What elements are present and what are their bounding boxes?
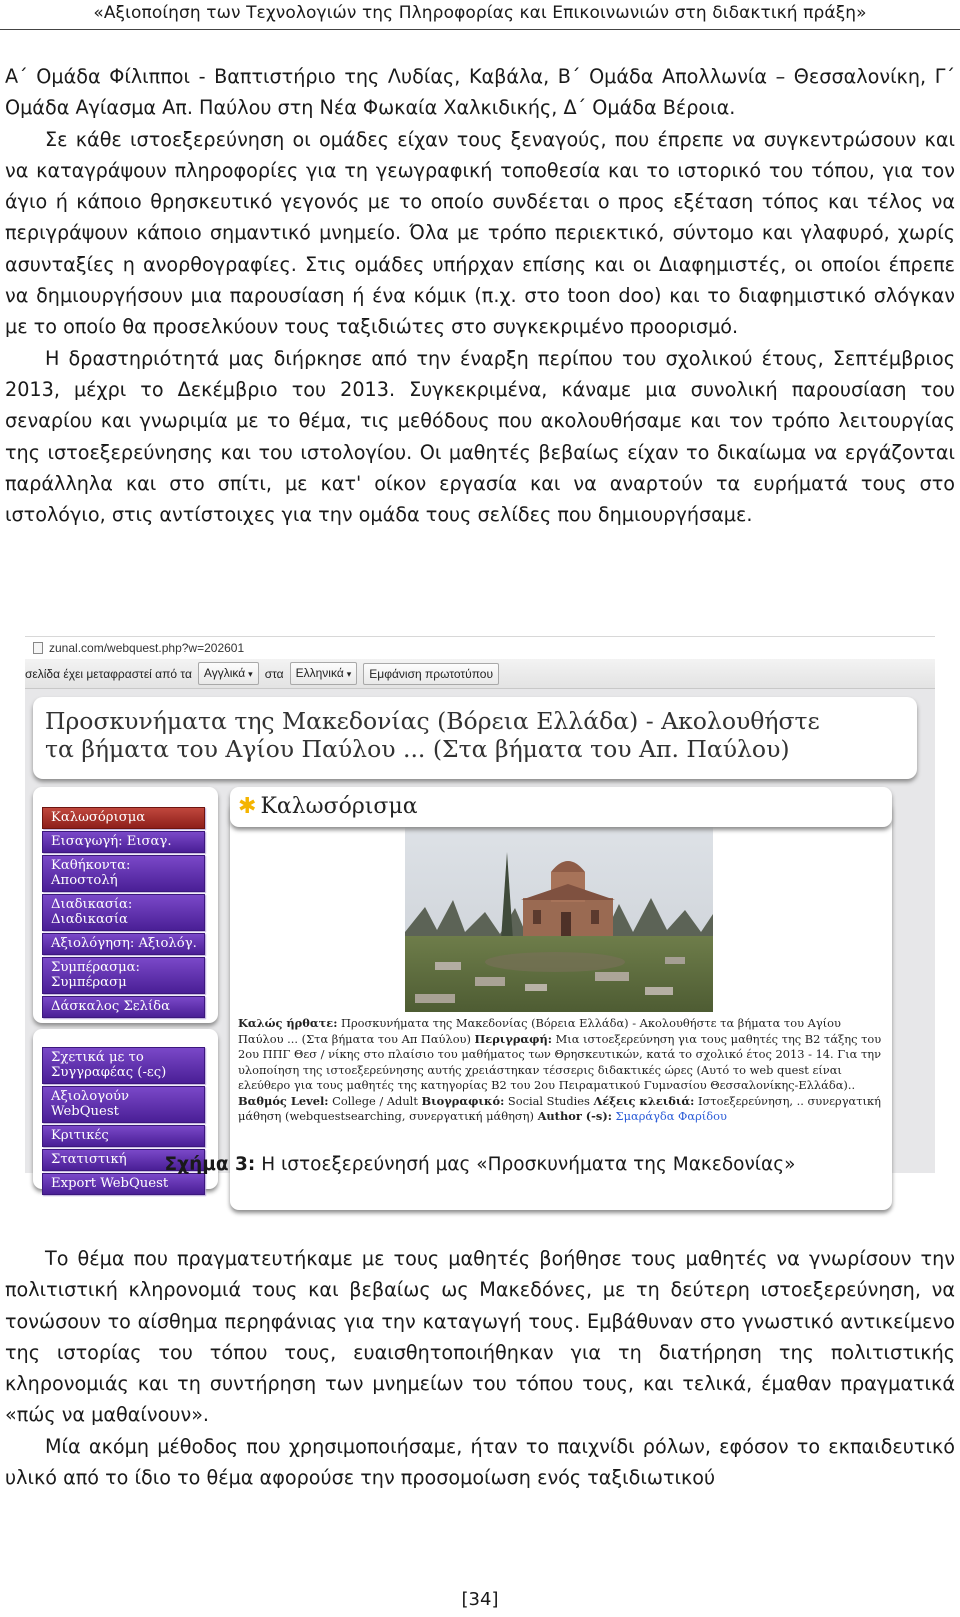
site-header [33, 697, 917, 779]
welcome-text: Προσκυνήματα της Μακεδονίας (Βόρεια Ελλάδα) - Ακολουθήστε τα βήματα του Αγίου Παύλου ... (Στα βήματα του Απ Παύλου) [238, 1016, 841, 1046]
url-text: zunal.com/webquest.php?w=202601 [49, 641, 245, 655]
sidebar-item-task[interactable]: Καθήκοντα: Αποστολή [42, 855, 205, 892]
paragraph: Η δραστηριότητά μας διήρκησε από την έναρξη περίπου του σχολικού έτους, Σεπτέμβριος 2013, μέχρι το Δεκέμβριο του 2013. Συγκεκριμένα, κάναμε μια συνολική παρουσίαση του σεναρίου και γνωριμία με το θέμα, τις μεθόδους που ακολουθήσαμε και τον τρόπο λειτουργίας της ιστοεξερεύνησης και του ιστολογίου. Οι μαθητές βεβαίως είχαν το δικαίωμα να εργάζονται παράλληλα και στο σπίτι, με κατ' οίκον εργασία και να αναρτούν τα ευρήματά τους στο ιστολόγιο, στις αντίστοιχες για την ομάδα τους σελίδες που δημιουργήσαμε. [5, 346, 955, 527]
content-panel [230, 800, 892, 1210]
body-text-top [5, 61, 955, 530]
body-text-bottom [5, 1243, 955, 1493]
paragraph: Α΄ Ομάδα Φίλιπποι - Βαπτιστήριο της Λυδίας, Καβάλα, Β΄ Ομάδα Απολλωνία – Θεσσαλονίκη, Γ΄ Ομάδα Αγίασμα Απ. Παύλου στη Νέα Φωκαία Χαλκιδικής, Δ΄ Ομάδα Βέροια. [5, 65, 955, 120]
sidebar-item-welcome[interactable]: Καλωσόρισμα [42, 807, 205, 829]
star-icon: ✱ [238, 794, 257, 819]
section-title-text: Καλωσόρισμα [260, 794, 418, 819]
church-photo [405, 812, 713, 1012]
keywords-text: Ιστοεξερεύνηση, .. συνεργατική μάθηση (webquestsearching, συνεργατική μάθηση) [238, 1093, 881, 1123]
sidebar-item-statistics[interactable]: Στατιστική [42, 1149, 205, 1171]
from-language-select[interactable] [198, 662, 259, 685]
keywords-label: Λέξεις κλειδιά: [593, 1093, 695, 1108]
description-text: Μια ιστοεξερεύνηση για τους μαθητές της Β2 τάξης του 2ου ΠΠΓ Θεσ / νίκης στο πλαίσιο του μαθήματος των Θρησκευτικών, κατά το σχολικό έτος 2013 - 14. Για την υλοποίηση της ιστοεξερεύνησης αυτής χρειάστηκαν τέσσερις διδακτικές ώρες (Αυτό το web quest είναι ελεύθερο για τους μαθητές της κατηγορίας Β2 του 2ου Πειραματικού Γυμνασίου Θεσσαλονίκης-Ελλάδα).. [238, 1031, 882, 1092]
figure-caption [0, 1153, 960, 1177]
sidebar-menu-main [33, 787, 218, 1023]
chevron-down-icon: ▾ [248, 669, 253, 679]
chevron-down-icon: ▾ [346, 669, 352, 679]
site-title-line: Προσκυνήματα της Μακεδονίας (Βόρεια Ελλάδα) - Ακολουθήστε [45, 707, 820, 735]
show-original-button[interactable]: Εμφάνιση πρωτοτύπου [363, 663, 499, 685]
grade-label: Βαθμός Level: [238, 1093, 329, 1108]
description-label: Περιγραφή: [474, 1031, 552, 1046]
translate-prefix: σελίδα έχει μεταφραστεί από τα [25, 666, 192, 681]
grade-text: College / Adult [328, 1093, 422, 1108]
sidebar-item-evaluate-webquest[interactable]: Αξιολογούν WebQuest [42, 1086, 205, 1123]
paragraph: Μία ακόμη μέθοδος που χρησιμοποιήσαμε, ήταν το παιχνίδι ρόλων, εφόσον το εκπαιδευτικό υλικό από το ίδιο το θέμα αφορούσε την προσομοίωση ενός ταξιδιωτικού [5, 1434, 955, 1490]
figure-webquest-screenshot [25, 636, 935, 1191]
to-language-select[interactable] [290, 662, 358, 685]
webquest-description [238, 1016, 886, 1125]
page-icon [33, 642, 43, 654]
to-language-label: Ελληνικά [295, 666, 344, 680]
sidebar-item-conclusion[interactable]: Συμπέρασμα: Συμπέρασμ [42, 957, 205, 994]
caption-label: Σχήμα 3: [164, 1154, 256, 1175]
sidebar-item-reviews[interactable]: Κριτικές [42, 1125, 205, 1147]
church-photo-image [405, 812, 713, 1012]
curriculum-label: Βιογραφικό: [421, 1093, 505, 1108]
paragraph: Σε κάθε ιστοεξερεύνηση οι ομάδες είχαν τους ξεναγούς, που έπρεπε να συγκεντρώσουν και να καταγράψουν πληροφορίες για τη γεωγραφική τοποθεσία και το ιστορικό του τόπου, για τον άγιο ή κάποιο θρησκευτικό γεγονός με το οποίο συνδέεται ο προς εξέταση τόπος και τέλος να περιγράψουν κάποιο σημαντικό μνημείο. Όλα με τρόπο περιεκτικό, σύντομο και γλαφυρό, χωρίς ασυνταξίες η ανορθογραφίες. Στις ομάδες υπήρχαν επίσης και οι Διαφημιστές, οι οποίοι έπρεπε να δημιουργήσουν μια παρουσίαση ή ένα κόμικ (π.χ. στο toon doo) και το διαφημιστικό σλόγκαν με το οποίο θα προσελκύουν τους ταξιδιώτες στο συγκεκριμένο προορισμό. [5, 127, 955, 339]
sidebar-item-teacher-page[interactable]: Δάσκαλος Σελίδα [42, 996, 205, 1018]
sidebar-item-introduction[interactable]: Εισαγωγή: Εισαγ. [42, 831, 205, 853]
translate-middle: στα [264, 666, 284, 681]
author-label: Author (-s): [537, 1109, 612, 1123]
site-title-line: τα βήματα του Αγίου Παύλου ... (Στα βήματα του Απ. Παύλου) [45, 735, 790, 763]
paragraph: Το θέμα που πραγματευτήκαμε με τους μαθητές βοήθησε τους μαθητές να γνωρίσουν την πολιτιστική κληρονομιά τους και βεβαίως ως Μακεδόνες, με τη δεύτερη ιστοεξερεύνηση, να τονώσουν το αίσθημα περηφάνιας για την καταγωγή τους. Εμβάθυναν στο γνωστικό αντικείμενο της ιστορίας του τόπου τους, ευαισθητοποιήθηκαν για τη διατήρηση της πολιτιστικής κληρονομιάς και τη συντήρηση των μνημείων του τόπου τους, και τελικά, έμαθαν πραγματικά «πώς να μαθαίνουν». [5, 1247, 955, 1427]
from-language-label: Αγγλικά [203, 666, 246, 680]
author-link[interactable]: Σμαράγδα Φαρίδου [615, 1109, 727, 1123]
translate-bar [25, 659, 935, 689]
sidebar-item-process[interactable]: Διαδικασία: Διαδικασία [42, 894, 205, 931]
sidebar-item-about-authors[interactable]: Σχετικά με το Συγγραφέας (-ες) [42, 1047, 205, 1084]
sidebar-item-export-webquest[interactable]: Export WebQuest [42, 1173, 205, 1195]
page-number: [34] [461, 1589, 499, 1610]
section-title [230, 787, 892, 827]
address-bar[interactable] [25, 637, 935, 659]
sidebar-item-evaluation[interactable]: Αξιολόγηση: Αξιολόγ. [42, 933, 205, 955]
welcome-label: Καλώς ήρθατε: [238, 1016, 338, 1030]
running-head: «Αξιοποίηση των Τεχνολογιών της Πληροφορίας και Επικοινωνιών στη διδακτική πράξη» [0, 0, 960, 30]
curriculum-text: Social Studies [504, 1093, 594, 1108]
caption-text: Η ιστοεξερεύνησή μας «Προσκυνήματα της Μακεδονίας» [255, 1154, 796, 1175]
